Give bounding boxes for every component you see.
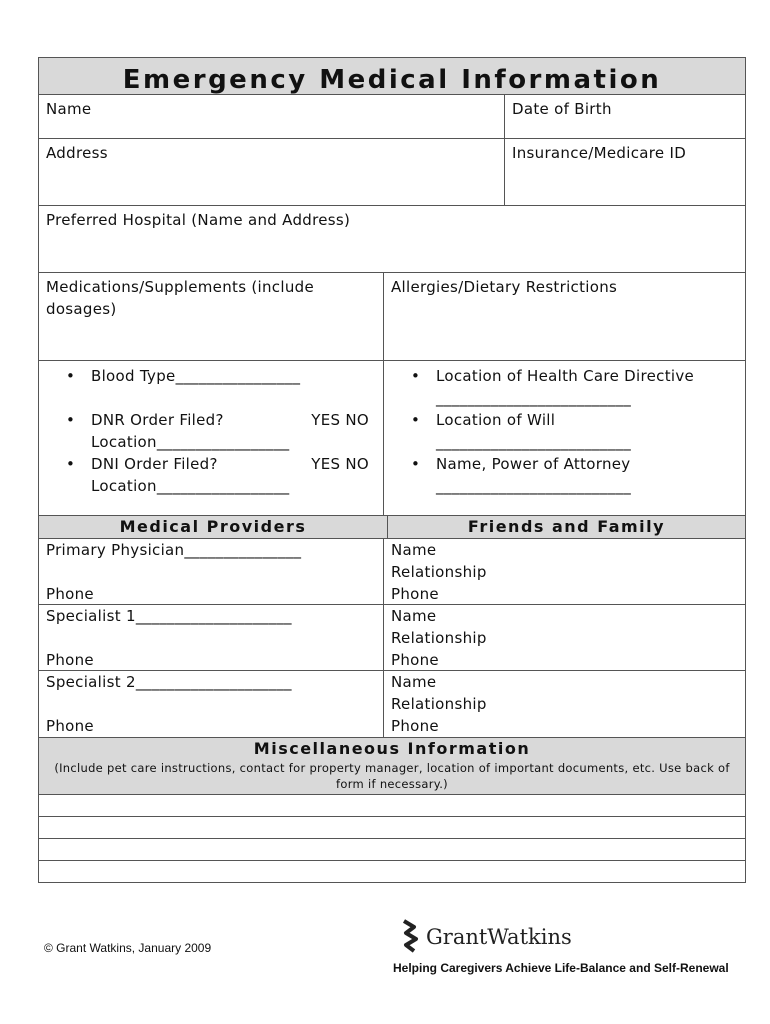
specialist-2-cell[interactable]: Specialist 2____________________ Phone: [46, 673, 292, 735]
misc-line-2[interactable]: [39, 816, 745, 838]
form-title: Emergency Medical Information: [39, 58, 745, 94]
emergency-form: [38, 57, 746, 883]
dob-field[interactable]: Date of Birth: [504, 95, 745, 138]
grantwatkins-logo-icon: [400, 919, 420, 955]
address-field[interactable]: Address: [46, 144, 108, 162]
medical-providers-header: Medical Providers: [39, 516, 387, 538]
misc-line-3[interactable]: [39, 838, 745, 860]
insurance-field[interactable]: Insurance/Medicare ID: [504, 139, 745, 205]
provider-row-3: [39, 670, 745, 737]
providers-header-row: [39, 515, 745, 538]
poa-item[interactable]: • Name, Power of Attorney _________________________: [391, 453, 738, 497]
medications-row: [39, 272, 745, 360]
directive-item[interactable]: • Location of Health Care Directive _________________________: [391, 365, 738, 409]
friend-1-cell[interactable]: Name Relationship Phone: [383, 539, 745, 604]
logo: [400, 918, 572, 956]
allergies-field[interactable]: Allergies/Dietary Restrictions: [383, 273, 745, 360]
logo-text: GrantWatkins: [426, 925, 572, 949]
misc-title: Miscellaneous Information: [253, 739, 531, 758]
misc-header: [39, 738, 745, 794]
name-field[interactable]: Name: [46, 100, 92, 118]
name-row: [39, 94, 745, 138]
blood-type-item[interactable]: • Blood Type________________: [46, 365, 369, 387]
provider-row-1: [39, 538, 745, 604]
tagline: Helping Caregivers Achieve Life-Balance and Self-Renewal: [393, 961, 729, 975]
friend-3-cell[interactable]: Name Relationship Phone: [383, 671, 745, 737]
misc-header-row: [39, 737, 745, 794]
specialist-1-cell[interactable]: Specialist 1____________________ Phone: [46, 607, 292, 669]
friend-2-cell[interactable]: Name Relationship Phone: [383, 605, 745, 670]
misc-line-1[interactable]: [39, 794, 745, 816]
right-bullets: [383, 361, 745, 515]
left-bullets: [39, 361, 383, 515]
provider-row-2: [39, 604, 745, 670]
dnr-item[interactable]: • DNR Order Filed? YES NO Location_________________: [46, 409, 369, 453]
title-row: [39, 58, 745, 94]
hospital-row: [39, 205, 745, 272]
bullets-row: [39, 360, 745, 515]
dni-item[interactable]: • DNI Order Filed? YES NO Location_________________: [46, 453, 369, 497]
address-row: [39, 138, 745, 205]
hospital-field[interactable]: Preferred Hospital (Name and Address): [46, 211, 351, 229]
medications-field[interactable]: Medications/Supplements (include dosages): [46, 278, 314, 318]
copyright: © Grant Watkins, January 2009: [44, 941, 212, 955]
misc-line-4[interactable]: [39, 860, 745, 882]
primary-physician-cell[interactable]: Primary Physician_______________ Phone: [46, 541, 302, 603]
friends-family-header: Friends and Family: [387, 516, 745, 538]
will-item[interactable]: • Location of Will _________________________: [391, 409, 738, 453]
misc-subtitle: (Include pet care instructions, contact for property manager, location of important documents, etc. Use back of form if necessary.): [54, 761, 730, 791]
